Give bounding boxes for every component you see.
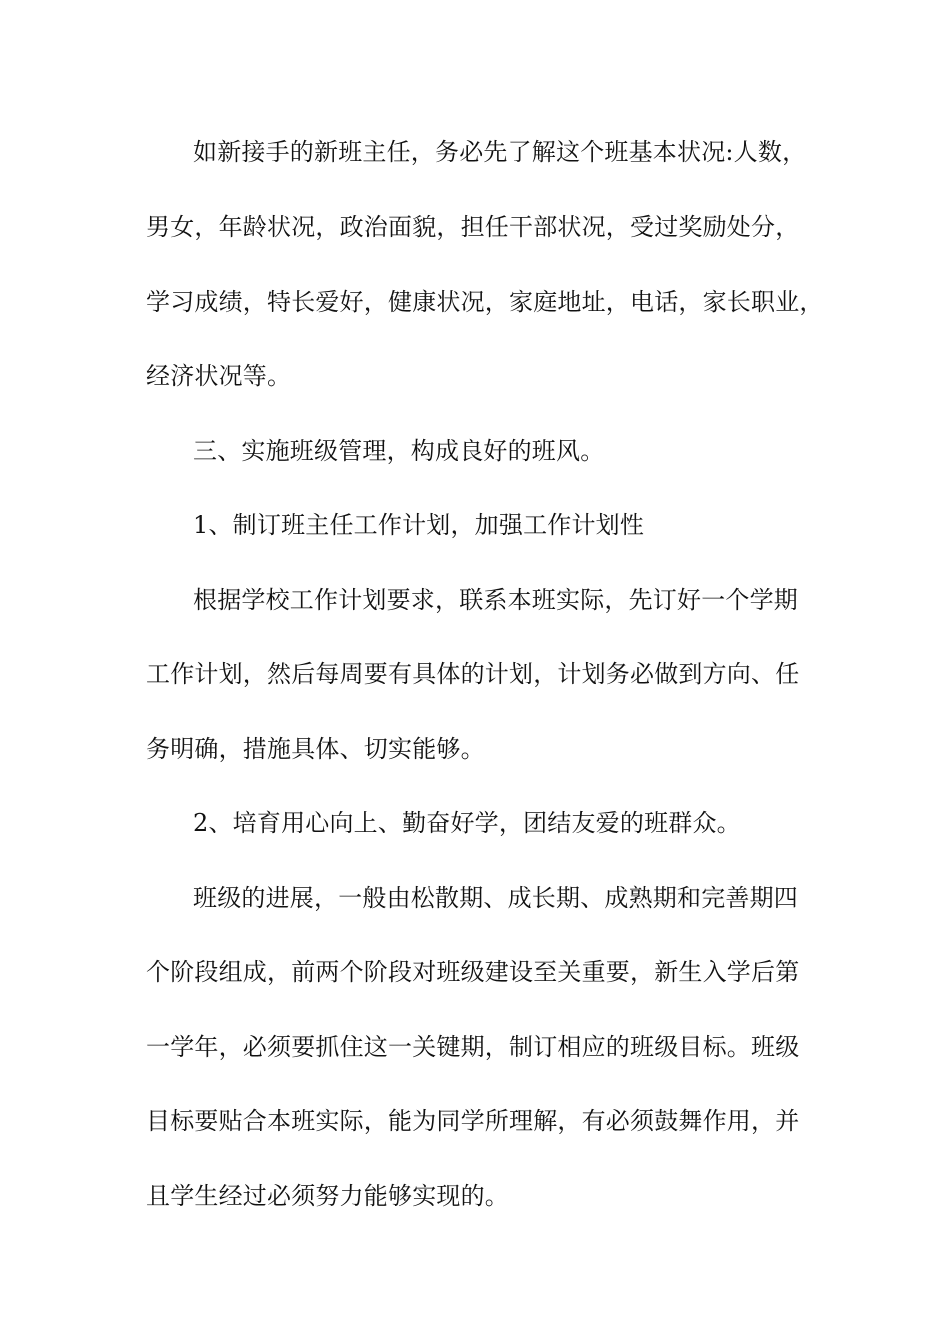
paragraph-line: 目标要贴合本班实际，能为同学所理解，有必须鼓舞作用，并 xyxy=(146,1107,800,1135)
subsection-heading: 2、培育用心向上、勤奋好学，团结友爱的班群众。 xyxy=(193,809,741,837)
subsection-heading: 1、制订班主任工作计划，加强工作计划性 xyxy=(193,511,645,539)
paragraph-line: 工作计划，然后每周要有具体的计划，计划务必做到方向、任 xyxy=(146,660,800,688)
paragraph-line: 一学年，必须要抓住这一关键期，制订相应的班级目标。班级 xyxy=(146,1033,800,1061)
paragraph-line: 根据学校工作计划要求，联系本班实际，先订好一个学期 xyxy=(193,586,798,614)
paragraph-line: 个阶段组成，前两个阶段对班级建设至关重要，新生入学后第 xyxy=(146,958,800,986)
paragraph-line: 学习成绩，特长爱好，健康状况，家庭地址，电话，家长职业， xyxy=(146,288,824,316)
paragraph-line: 班级的进展，一般由松散期、成长期、成熟期和完善期四 xyxy=(193,884,798,912)
paragraph-line: 务明确，措施具体、切实能够。 xyxy=(146,735,485,763)
paragraph-line: 如新接手的新班主任，务必先了解这个班基本状况:人数， xyxy=(193,138,807,166)
paragraph-line: 男女，年龄状况，政治面貌，担任干部状况，受过奖励处分， xyxy=(146,213,800,241)
section-heading: 三、实施班级管理，构成良好的班风。 xyxy=(193,437,605,465)
paragraph-line: 且学生经过必须努力能够实现的。 xyxy=(146,1182,509,1210)
paragraph-line: 经济状况等。 xyxy=(146,362,292,390)
